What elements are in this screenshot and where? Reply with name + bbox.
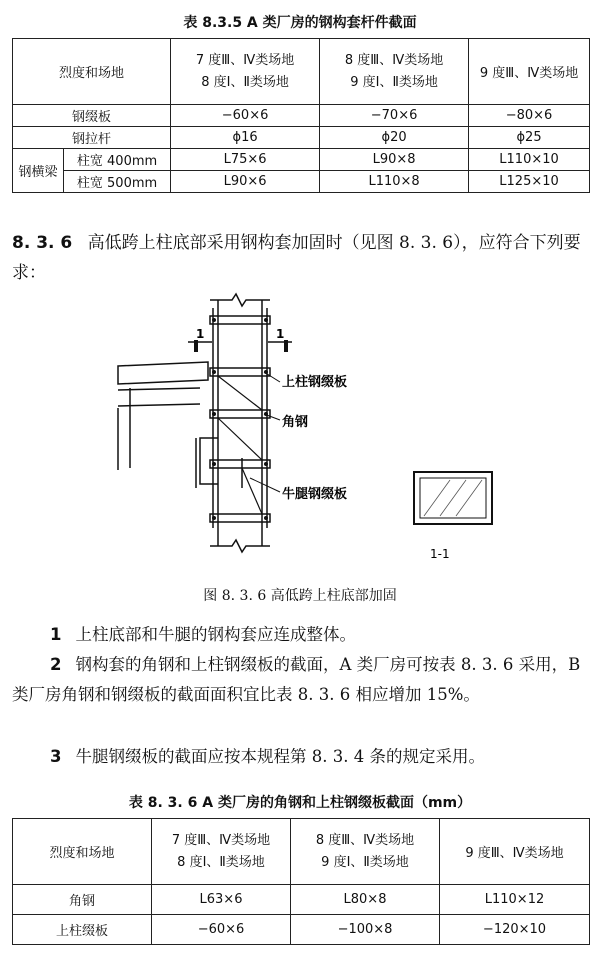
- label-upper-column-batten-plate: 上柱钢缀板: [282, 375, 348, 390]
- item-number: 3: [50, 747, 62, 766]
- item-number: 2: [50, 655, 62, 674]
- item-text: 钢构套的角钢和上柱钢缀板的截面，A 类厂房可按表 8. 3. 6 采用，B类厂房角钢和钢缀板的截面面积宜比表 8. 3. 6 相应增加 15%。: [12, 655, 581, 704]
- header-col2-line1: 8 度Ⅲ、Ⅳ类场地: [315, 832, 415, 848]
- header-col2-line1: 8 度Ⅲ、Ⅳ类场地: [344, 52, 444, 68]
- table-cell: L110×12: [440, 885, 590, 915]
- table-cell: ϕ20: [320, 127, 469, 149]
- section-number: 8. 3. 6: [12, 233, 73, 253]
- table-8-3-6: [12, 818, 590, 945]
- table-cell: −60×6: [152, 915, 291, 945]
- table-cell: −70×6: [320, 105, 469, 127]
- list-item: [12, 620, 592, 650]
- table-8-3-5: [12, 38, 590, 193]
- section-1-1-label: 1-1: [430, 547, 450, 561]
- row-sub-label: 柱宽 400mm: [64, 149, 171, 171]
- item-text: 上柱底部和牛腿的钢构套应连成整体。: [75, 625, 356, 644]
- table-row: [13, 127, 590, 149]
- table-row: [13, 915, 590, 945]
- header-col2: [320, 39, 469, 105]
- header-col1-line2: 8 度Ⅰ、Ⅱ类场地: [177, 854, 265, 870]
- item-number: 1: [50, 625, 62, 644]
- section-text: 高低跨上柱底部采用钢构套加固时（见图 8. 3. 6），应符合下列要求：: [12, 233, 581, 283]
- table-cell: −60×6: [171, 105, 320, 127]
- row-label: 钢拉杆: [13, 127, 171, 149]
- header-col2-line2: 9 度Ⅰ、Ⅱ类场地: [321, 854, 409, 870]
- table-cell: −100×8: [291, 915, 440, 945]
- item-text: 牛腿钢缀板的截面应按本规程第 8. 3. 4 条的规定采用。: [75, 747, 485, 766]
- table1-caption: 表 8.3.5 A 类厂房的钢构套杆件截面: [183, 15, 417, 31]
- header-col3: 9 度Ⅲ、Ⅳ类场地: [469, 39, 590, 105]
- list-item: [12, 650, 592, 710]
- table-cell: L90×8: [320, 149, 469, 171]
- row-sub-label: 柱宽 500mm: [64, 171, 171, 193]
- header-col1: [152, 819, 291, 885]
- header-col2-line2: 9 度Ⅰ、Ⅱ类场地: [350, 74, 438, 90]
- table-cell: L110×8: [320, 171, 469, 193]
- table-cell: L80×8: [291, 885, 440, 915]
- header-col3: 9 度Ⅲ、Ⅳ类场地: [440, 819, 590, 885]
- header-col2: [291, 819, 440, 885]
- reinforcement-figure: [100, 288, 500, 570]
- table-cell: ϕ16: [171, 127, 320, 149]
- row-label: 上柱缀板: [13, 915, 152, 945]
- table-row: [13, 105, 590, 127]
- table-cell: L63×6: [152, 885, 291, 915]
- table-cell: ϕ25: [469, 127, 590, 149]
- table-cell: L110×10: [469, 149, 590, 171]
- table-header-row: [13, 39, 590, 105]
- header-intensity-site: 烈度和场地: [13, 39, 171, 105]
- table-cell: −120×10: [440, 915, 590, 945]
- table-row: [13, 149, 590, 171]
- table-cell: L125×10: [469, 171, 590, 193]
- table-row: [13, 171, 590, 193]
- section-mark-right: 1: [276, 327, 285, 341]
- header-intensity-site: 烈度和场地: [13, 819, 152, 885]
- label-angle-steel: 角钢: [282, 415, 309, 430]
- table-row: [13, 885, 590, 915]
- header-col1-line1: 7 度Ⅲ、Ⅳ类场地: [195, 52, 295, 68]
- row-group-label: 钢横梁: [13, 149, 64, 193]
- section-8-3-6-paragraph: [12, 228, 592, 288]
- table-cell: −80×6: [469, 105, 590, 127]
- label-corbel-batten-plate: 牛腿钢缀板: [282, 487, 348, 502]
- section-mark-left: 1: [196, 327, 205, 341]
- table2-caption: 表 8. 3. 6 A 类厂房的角钢和上柱钢缀板截面（mm）: [128, 795, 472, 811]
- row-label: 角钢: [13, 885, 152, 915]
- figure-caption: 图 8. 3. 6 高低跨上柱底部加固: [203, 588, 397, 604]
- header-col1-line1: 7 度Ⅲ、Ⅳ类场地: [171, 832, 271, 848]
- row-label: 钢缀板: [13, 105, 171, 127]
- table-cell: L75×6: [171, 149, 320, 171]
- list-item: [12, 742, 592, 772]
- header-col1-line2: 8 度Ⅰ、Ⅱ类场地: [201, 74, 289, 90]
- table-header-row: [13, 819, 590, 885]
- table-cell: L90×6: [171, 171, 320, 193]
- header-col1: [171, 39, 320, 105]
